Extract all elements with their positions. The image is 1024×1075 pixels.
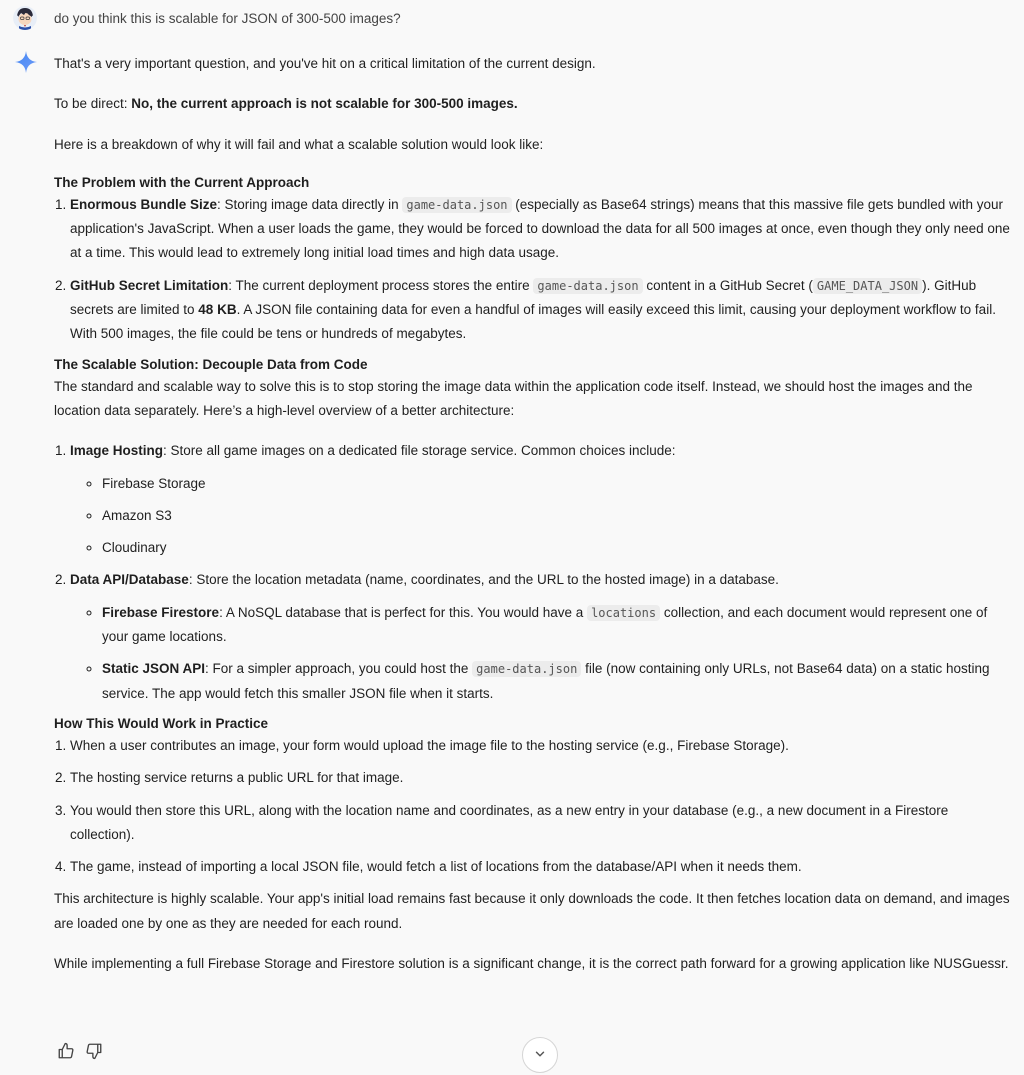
inline-code: game-data.json	[533, 278, 642, 294]
inline-code: game-data.json	[472, 661, 581, 677]
item-text: : Store all game images on a dedicated file storage service. Common choices include:	[163, 443, 676, 459]
chevron-down-icon	[533, 1047, 547, 1064]
list-item	[70, 274, 1016, 347]
direct-answer: No, the current approach is not scalable for 300-500 images.	[131, 96, 518, 112]
user-avatar-icon	[13, 6, 37, 30]
scroll-down-button[interactable]	[522, 1037, 558, 1073]
item-title: Static JSON API	[102, 661, 206, 677]
item-text: file (now containing only URLs, not Base64 data) on a static hosting service. The app would fetch this smaller JSON file when it starts.	[102, 661, 990, 701]
response-direct	[54, 92, 1016, 116]
item-text: ). GitHub secrets are limited to	[70, 277, 977, 318]
conclusion-2: While implementing a full Firebase Storage and Firestore solution is a significant change, it is the correct path forward for a growing application like NUSGuessr.	[54, 956, 1009, 972]
thumbs-down-icon[interactable]	[85, 1042, 103, 1060]
feedback-bar	[57, 1042, 103, 1060]
solution-intro: The standard and scalable way to solve this is to stop storing the image data within the application code itself. Instead, we should host the images and the location data separately. Here’s a high-level overview of a better architecture:	[54, 378, 973, 418]
item-text: : A NoSQL database that is perfect for this. You would have a	[219, 604, 588, 620]
list-item: 1. When a user contributes an image, your form would upload the image file to the hosting service (e.g., Firebase Storage).	[70, 734, 1016, 758]
list-item: ◦ Firebase Storage	[102, 472, 1016, 496]
list-item: ◦ Cloudinary	[102, 536, 1016, 560]
inline-code: game-data.json	[402, 197, 511, 213]
storage-options	[70, 472, 1016, 561]
response-intro: That's a very important question, and you've hit on a critical limitation of the current design.	[54, 56, 596, 71]
item-text: : Storing image data directly in	[217, 196, 403, 212]
item-title: Data API/Database	[70, 572, 189, 588]
list-item: ◦ Amazon S3	[102, 504, 1016, 528]
bold-value: 48 KB	[198, 302, 237, 318]
item-text: . A JSON file containing data for even a handful of images will easily exceed this limit, causing your deployment workflow to fail. With 500 images, the file could be tens or hundreds of megabytes.	[70, 302, 996, 342]
item-title: Firebase Firestore	[102, 604, 220, 620]
item-text: collection, and each document would represent one of your game locations.	[102, 604, 988, 645]
item-text: : The current deployment process stores the entire	[228, 277, 534, 293]
user-prompt-text: do you think this is scalable for JSON of 300-500 images?	[54, 11, 401, 26]
response-body	[54, 52, 1016, 992]
solution-list	[54, 439, 1016, 706]
item-title: GitHub Secret Limitation	[70, 277, 229, 293]
response-breakdown: Here is a breakdown of why it will fail and what a scalable solution would look like:	[54, 136, 544, 152]
inline-code: locations	[587, 605, 660, 621]
list-item	[70, 568, 1016, 705]
item-title: Enormous Bundle Size	[70, 196, 218, 212]
list-item: 3. You would then store this URL, along with the location name and coordinates, as a new entry in your database (e.g., a new document in a Firestore collection).	[70, 799, 1016, 848]
problem-heading: The Problem with the Current Approach	[54, 174, 310, 190]
database-options	[70, 601, 1016, 706]
thumbs-up-icon[interactable]	[57, 1042, 75, 1060]
item-title: Image Hosting	[70, 443, 164, 459]
gemini-sparkle-icon	[14, 50, 38, 74]
list-item: 2. The hosting service returns a public URL for that image.	[70, 766, 1016, 790]
item-text: content in a GitHub Secret (	[642, 277, 813, 293]
problem-list	[54, 193, 1016, 347]
list-item	[70, 193, 1016, 266]
list-item	[70, 439, 1016, 560]
list-item	[102, 601, 1016, 650]
conclusion-1: This architecture is highly scalable. Your app's initial load remains fast because it only downloads the code. It then fetches location data on demand, and images are loaded one by one as they are needed for each round.	[54, 891, 1010, 931]
solution-heading: The Scalable Solution: Decouple Data from Code	[54, 356, 368, 372]
practice-steps	[54, 734, 1016, 879]
practice-heading: How This Would Work in Practice	[54, 715, 269, 731]
item-text: : Store the location metadata (name, coordinates, and the URL to the hosted image) in a database.	[188, 572, 779, 588]
inline-code: GAME_DATA_JSON	[813, 278, 922, 294]
item-text: : For a simpler approach, you could host the	[205, 661, 473, 677]
list-item	[102, 657, 1016, 706]
direct-prefix: To be direct:	[54, 96, 132, 112]
item-text: (especially as Base64 strings) means that this massive file gets bundled with your application's JavaScript. When a user loads the game, they would be forced to download the data for all 500 images at once, even though they only need one at a time. This would lead to extremely long initial load times and high data usage.	[70, 196, 1010, 261]
list-item: 4. The game, instead of importing a local JSON file, would fetch a list of locations from the database/API when it needs them.	[70, 855, 1016, 879]
